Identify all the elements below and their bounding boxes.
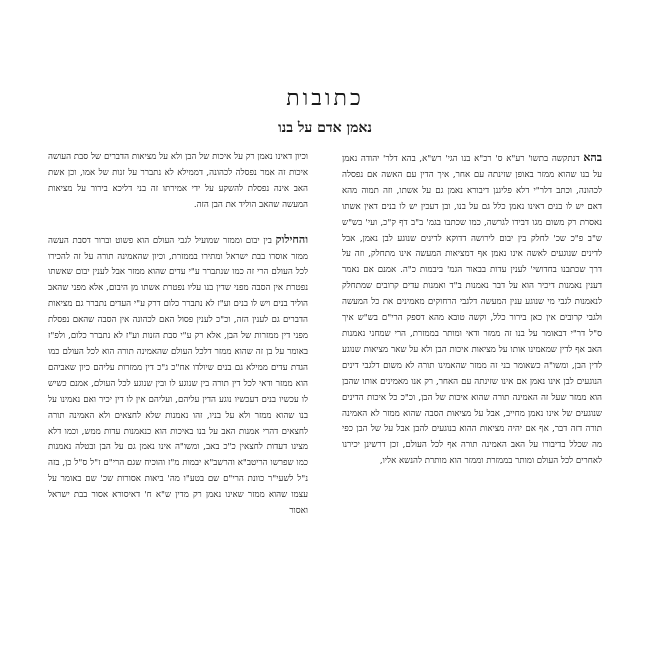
- right-text-column: [342, 150, 602, 640]
- left-text-column: [48, 150, 308, 640]
- page-title: כתובות: [286, 86, 364, 111]
- paragraph-spacer: [48, 214, 308, 232]
- left-paragraph-2: [48, 232, 308, 520]
- section-subtitle: נאמן אדם על בנו: [278, 120, 372, 136]
- left-paragraph-1: וכיון דאינו נאמן רק על איכות של הבן ולא על מציאות הדברים של סבת העושה איכות זה אמר נפסלה לכהונה, דממילא לא נתברר על זנות של אמו, וכן אשת האב אינה נפסלת להשקע על ידי אמירתו זה בני דליכא בירור על מציאות המעשה שהאב הוליד את הבן הזה.: [48, 152, 308, 210]
- lead-word: והחילוק: [275, 232, 308, 246]
- right-paragraph: [342, 150, 602, 470]
- lead-word: בהא: [583, 151, 602, 164]
- paragraph-text: בין יבום וממזר שמועיל לגבי העולם הוא פשוט וברור דסבת העשה ממזר אוסרו בבת ישראל ומתירו בממזרת, וכיון שהאמינה תורה על זה להכירו לכל העולם הרי זה כמו שנתברר ע"י עדים שהוא ממזר אבל לענין יבום שאשתו נפטרת אין הסבה מפני שדין בנו עליו נפטרת אשתו מן היבום, אלא מפני שהאב הוליד בנים ויש לו בנים וע"ז לא נתברר כלום דרק ע"י העדים נתברר גם מציאות הדברים גם לענין הזה, וכ"כ לענין פסול האם לכהונה אין הסבה שהאם נפסלת מפני דין ממזרות של הבן, אלא רק ע"י סבת הזנות וע"ז לא נתברר כלום, ולפ"ז באומר על בן זה שהוא ממזר דלכל העולם שהאמינה תורה הוא לכל העולם כמו הגדת עדים ממילא גם בנים שיולדו אח"כ ג"כ דין ממזרות עליהם כיון שאביהם הוא ממזר ודאי לכל דין תורה בין שנוגע לו ובין שנוגע לכל העולם, אמנם כשיש לו עכשיו בנים דעכשיו נוגע הדין עליהם, ועליהם אין לו דין יכיר ואם נאמינו על בנו שהוא ממזר ולא על בניו, זהו נאמנות שלא לחצאים ולא האמינה תורה לחצאים דהרי אמנות האב על בנו באיכות הוא כנאמנות עדות ממש, וכמו דלא מצינו דעדות לחצאין כ"כ באב, ומשו"ה אינו נאמן גם על הבן ובטלה נאמנות כמו שפרשו הריטב"א והרשב"א יבמות מ"ז והוכיח שגם הרי"ם ז"ל ס"ל כן, בזה נ"ל לשעי"ר כוונת הרי"ם שם בטע"ו מה' ביאות אסורות שכ' שם באומר על עצמו שהוא ממזר שאינו נאמן רק מדין ש"א ח' דאיסורא אסור בבת ישראל ואסור: [48, 235, 308, 517]
- paragraph-text: דנתקשה בתשו' רע"א ס' רכ"א בנו הגי' רש"א, בהא דלר' יהודה נאמן על בנו שהוא ממזר באופן שזינתה עם אחר, איך הדין עם האשה אם נפסלה לכהונה, וכתב דלר"י דלא פליגנן דיבורא נאמן גם על אשתו, וזה תמוה מהא דאם יש לו בנים דאינו נאמן כלל גם על בנו, ובן דעכין יש לו בנים דאין אשתו נאסרת רק משום מגו דבידו לגרשה, כמו שכתבו בגמ' ב"ב דף ק"כ, ועי' בש"ש ש"ב פ"כ שכ' לחלק בין יבום לירושה דדוקא לדינים שנוגע לבן נאמן, אבל לדינים שנוגעים לאשה אינו נאמן אף דמציאות המעשה אינו מתחלק, וזה על דרך שכתבנו בחדושי' לענין עדות בבאור הגמ' ביבמות כ"ה. אמנם אם נאמר דענין נאמנות דיכיר הוא על דבר נאמנות ב"ד ואמנות עדים קרובים שמתחלק לנאמנות לגבי מי שנוגע ענין המעשה דלגבי הרחוקים מאמינים את כל המעשה ולגבי קרובים אין כאן בירור כלל, וקשה טובא מהא דספק הרי"ם בש"ש איך ס"ל דר"י דבאומר על בנו זה ממזר ודאי ומותר בממזרת, הרי שמחני נאמנות האב אף לדין שמאמינו אותו על מציאות איכות הבן ולא על שאר מציאות שנוגע לדין הבן, ומשו"ה כשאומר בני זה ממזר שהאמינו תורה לא משום דלגבי דינים הנוגעים לבן אינו נאמן אם אינו שזינתה עם האחר, רק אנו מאמינים אותו שהבן הוא ממזר שעל זה האמינה תורה שהוא איכות של הבן, וכ"כ כל איכות הדינים שנוגעים של אינו נאמן מחייב, אבל על מציאות הסבה שהוא ממזר לא האמינה תורה דזה דבר, אף אם יהיה מציאות ההוא בנוגעים להבן אבל על של הבן כפי מה שכלל בדיבורו על האב האמינה תורה אף לכל העולם, זכן דרשינן יכירנו לאחרים לכל העולם ומותר בממזרת וממזר הוא מותרת להנשא אליו,: [342, 154, 602, 467]
